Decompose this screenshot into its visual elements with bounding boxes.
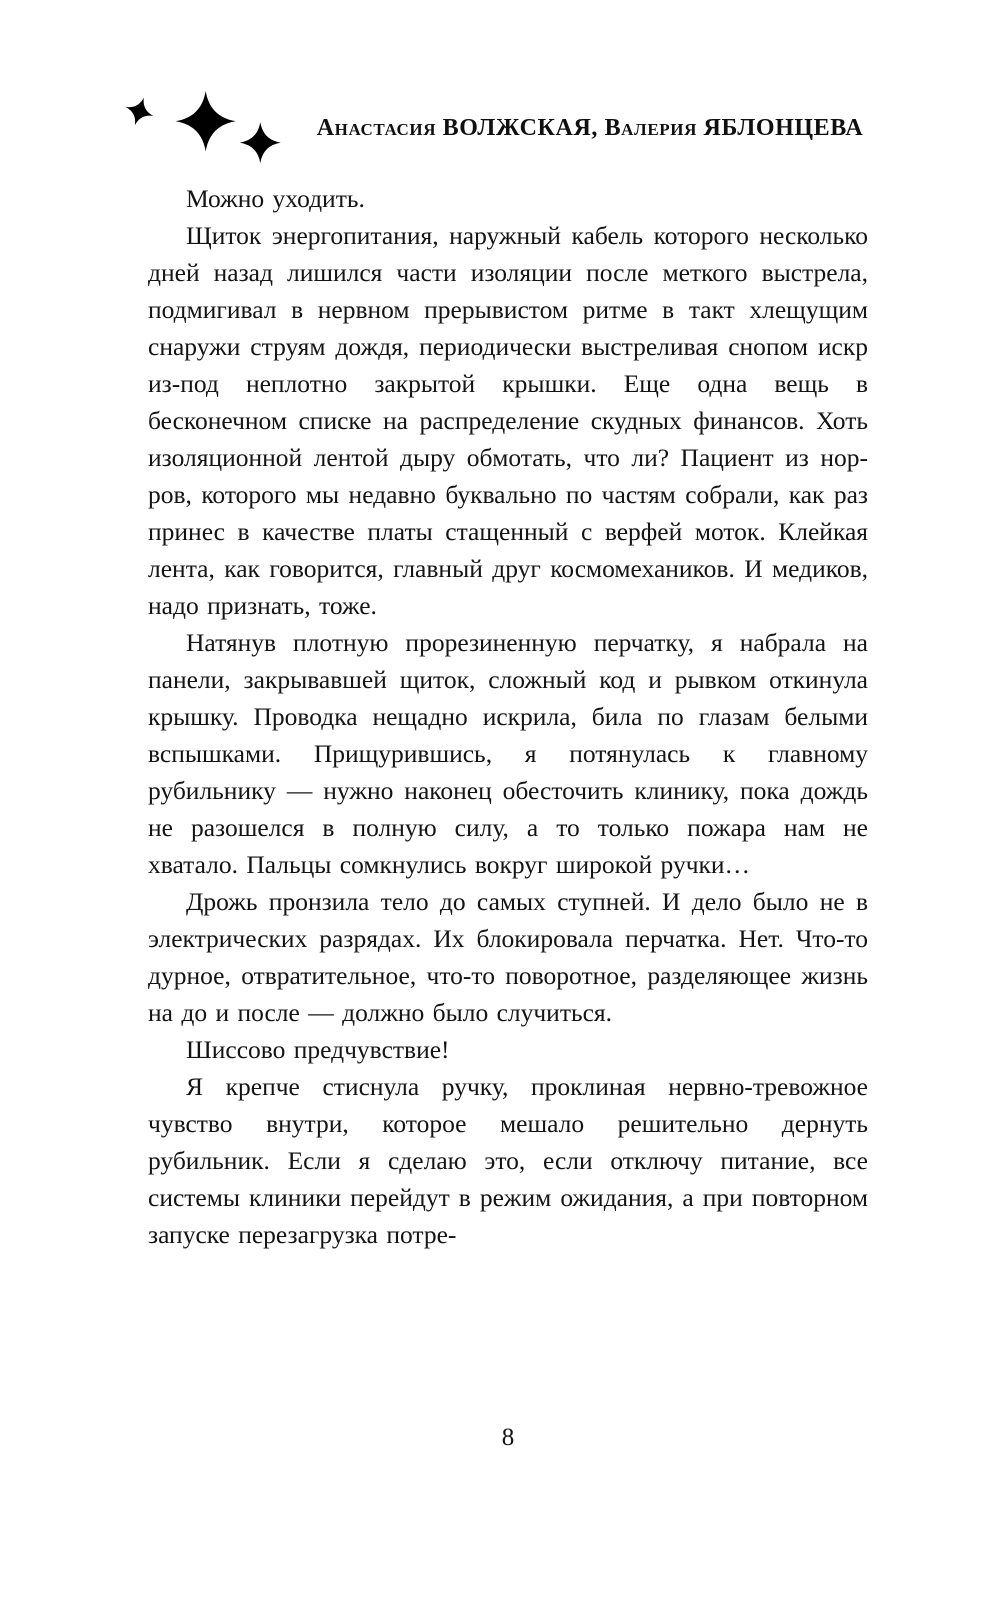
paragraph: Я крепче стиснула ручку, проклиная нервно-тревожное чувство внутри, которое мешало решительно дернуть рубильник. Если я сделаю это, если отключу питание, все системы клиники перейдут в режим ожидания, а при повторном запуске перезагрузка потре- [148, 1072, 868, 1249]
paragraph: Шиссово предчувствие! [186, 1035, 450, 1064]
body-text [148, 180, 868, 1253]
page-header [115, 88, 870, 168]
page-footer [148, 1424, 868, 1452]
page-number: 8 [501, 1424, 515, 1451]
paragraph: Щиток энергопитания, наружный кабель которого несколько дней назад лишился части изоляции после меткого выстрела, подмигивал в нервном прерывистом ритме в такт хлещущим снаружи струям дождя, периодически выстреливая снопом искр из-под неплотно закрытой крышки. Еще одна вещь в бесконечном списке на распределение скудных финансов. Хоть изоляционной лентой дыру обмотать, что ли? Пациент из нор-ров, которого мы недавно буквально по частям собрали, как раз принес в качестве платы стащенный с верфей моток. Клейкая лента, как говорится, главный друг космомехаников. И медиков, надо признать, тоже. [148, 221, 868, 620]
paragraph: Дрожь пронзила тело до самых ступней. И дело было не в электрических разрядах. Их блокировала перчатка. Нет. Что-то дурное, отвратительное, что-то поворотное, разделяющее жизнь на до и после — должно было случиться. [148, 887, 868, 1027]
authors-header: Анастасия ВОЛЖСКАЯ, Валерия ЯБЛОНЦЕВА [316, 114, 864, 141]
paragraph: Натянув плотную прорезиненную перчатку, я набрала на панели, закрывавшей щиток, сложный код и рывком откинула крышку. Проводка нещадно искрила, била по глазам белыми вспышками. Прищурившись, я потянулась к главному рубильнику — нужно наконец обесточить клинику, пока дождь не разошелся в полную силу, а то только пожара нам не хватало. Пальцы сомкнулись вокруг широкой ручки… [148, 628, 868, 879]
sparkle-stars-icon [115, 88, 310, 168]
paragraph: Можно уходить. [186, 184, 365, 213]
